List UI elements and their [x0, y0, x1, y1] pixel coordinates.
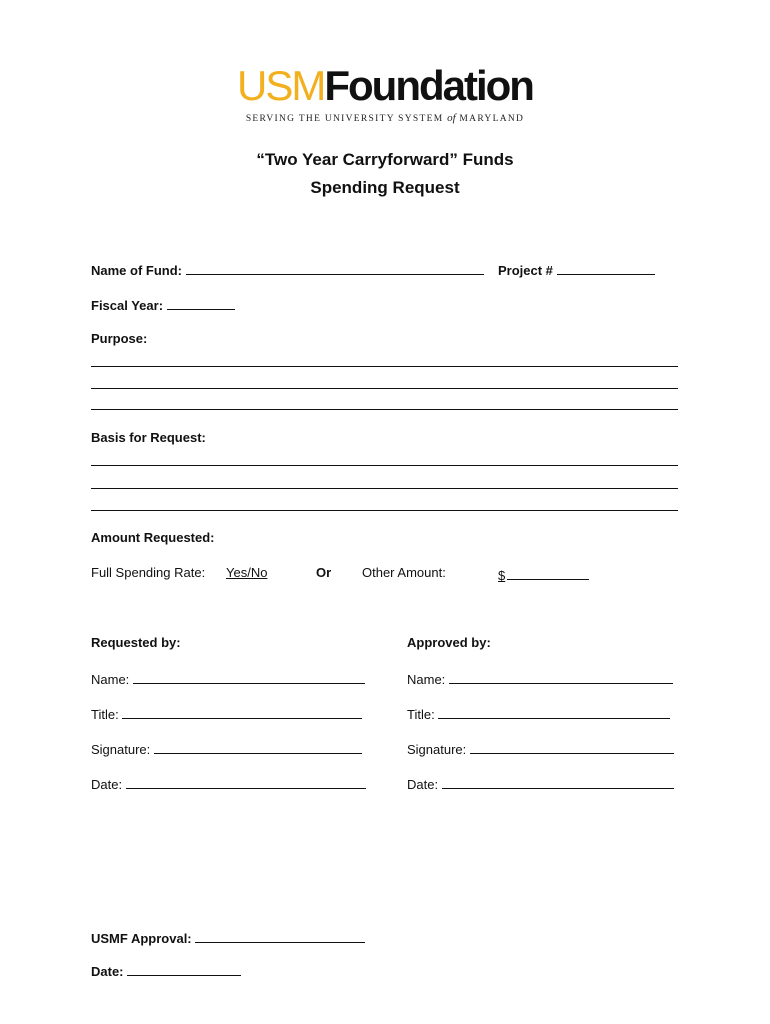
- amount-requested-label: Amount Requested:: [91, 530, 215, 545]
- project-label: Project #: [498, 263, 553, 278]
- or-label: Or: [316, 565, 332, 580]
- dollar-sign: $: [498, 568, 506, 583]
- basis-label: Basis for Request:: [91, 430, 206, 445]
- fiscal-year-field[interactable]: [167, 295, 235, 310]
- usmf-date-row: [91, 961, 241, 979]
- document-title: [0, 146, 770, 202]
- requested-date-row: [91, 774, 366, 792]
- project-row: [498, 260, 655, 278]
- usmf-date-field[interactable]: [127, 961, 241, 976]
- approved-title-field[interactable]: [438, 704, 670, 719]
- full-spending-rate-label: Full Spending Rate:: [91, 565, 206, 580]
- purpose-line-3[interactable]: [91, 409, 678, 410]
- logo-wordmark: [0, 64, 770, 108]
- usmf-approval-row: [91, 928, 365, 946]
- requested-name-field[interactable]: [133, 669, 365, 684]
- requested-signature-label: Signature:: [91, 742, 151, 757]
- approved-date-field[interactable]: [442, 774, 674, 789]
- fiscal-year-label: Fiscal Year:: [91, 298, 164, 313]
- project-number-field[interactable]: [557, 260, 655, 275]
- requested-date-field[interactable]: [126, 774, 366, 789]
- usmf-approval-label: USMF Approval:: [91, 931, 192, 946]
- other-amount-row: [498, 565, 589, 583]
- requested-date-label: Date:: [91, 777, 123, 792]
- fund-name-label: Name of Fund:: [91, 263, 182, 278]
- approved-date-row: [407, 774, 674, 792]
- requested-name-label: Name:: [91, 672, 130, 687]
- approved-date-label: Date:: [407, 777, 439, 792]
- title-line-2: Spending Request: [310, 178, 460, 197]
- other-amount-field[interactable]: [507, 565, 589, 580]
- logo-foundation: Foundation: [324, 62, 533, 109]
- approved-signature-row: [407, 739, 674, 757]
- basis-line-1[interactable]: [91, 465, 678, 466]
- fiscal-year-row: [91, 295, 235, 313]
- tagline-of: of: [447, 112, 456, 124]
- basis-line-2[interactable]: [91, 488, 678, 489]
- requested-signature-row: [91, 739, 362, 757]
- logo-usm: USM: [237, 62, 325, 109]
- requested-title-row: [91, 704, 362, 722]
- usm-foundation-logo: [0, 64, 770, 124]
- basis-line-3[interactable]: [91, 510, 678, 511]
- approved-name-field[interactable]: [449, 669, 673, 684]
- fund-name-field[interactable]: [186, 260, 484, 275]
- fund-name-row: [91, 260, 484, 278]
- approved-title-label: Title:: [407, 707, 435, 722]
- usmf-approval-field[interactable]: [195, 928, 365, 943]
- yes-no-option[interactable]: Yes/No: [226, 565, 268, 580]
- approved-name-row: [407, 669, 673, 687]
- requested-title-field[interactable]: [122, 704, 362, 719]
- purpose-line-1[interactable]: [91, 366, 678, 367]
- title-line-1: “Two Year Carryforward” Funds: [256, 150, 514, 169]
- requested-signature-field[interactable]: [154, 739, 362, 754]
- requested-by-heading: Requested by:: [91, 635, 181, 650]
- logo-tagline: [0, 112, 770, 124]
- usmf-date-label: Date:: [91, 964, 124, 979]
- other-amount-label: Other Amount:: [362, 565, 446, 580]
- tagline-suffix: MARYLAND: [459, 114, 525, 124]
- approved-name-label: Name:: [407, 672, 446, 687]
- purpose-line-2[interactable]: [91, 388, 678, 389]
- requested-name-row: [91, 669, 365, 687]
- approved-signature-field[interactable]: [470, 739, 674, 754]
- approved-by-heading: Approved by:: [407, 635, 491, 650]
- approved-title-row: [407, 704, 670, 722]
- purpose-label: Purpose:: [91, 331, 148, 346]
- requested-title-label: Title:: [91, 707, 119, 722]
- approved-signature-label: Signature:: [407, 742, 467, 757]
- tagline-prefix: SERVING THE UNIVERSITY SYSTEM: [245, 114, 444, 124]
